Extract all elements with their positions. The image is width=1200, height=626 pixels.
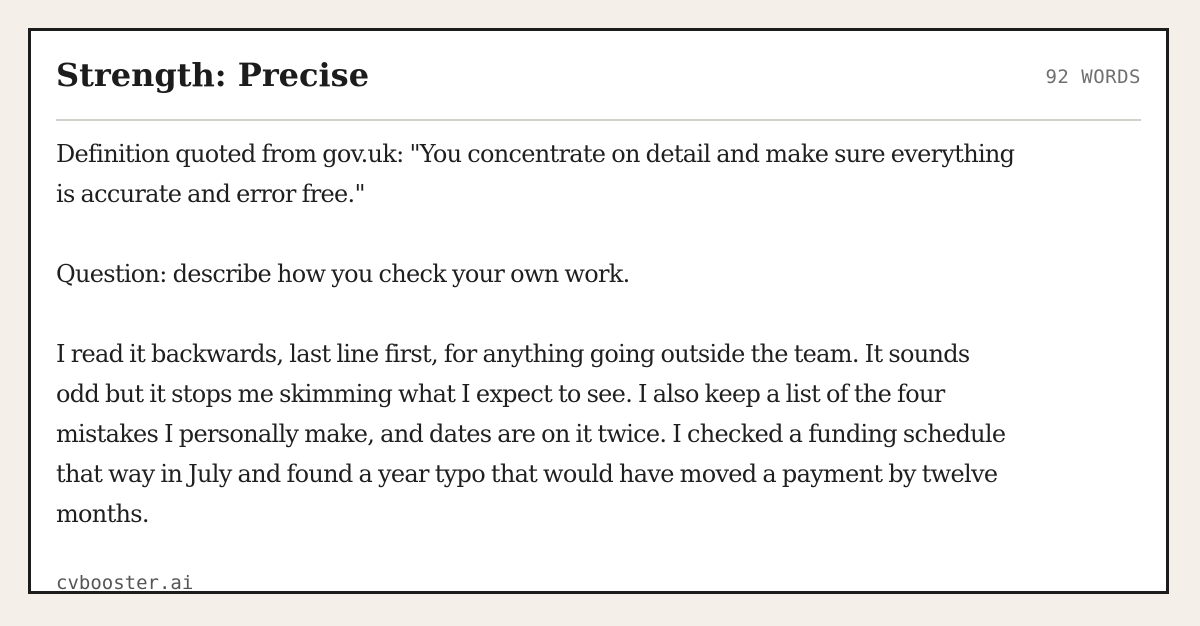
brand-footer: cvbooster.ai	[56, 572, 194, 594]
word-count: 92 WORDS	[1045, 66, 1141, 88]
answer-paragraph: I read it backwards, last line first, for anything going outside the team. It sounds odd but it stops me skimming what I expect to see. I also keep a list of the four mistakes I personally make, and dates are on it twice. I checked a funding schedule that way in July and found a year typo that would have moved a payment by twelve months.	[56, 340, 1006, 528]
question-paragraph: Question: describe how you check your own work.	[56, 260, 630, 288]
definition-paragraph: Definition quoted from gov.uk: "You concentrate on detail and make sure everything is accurate and error free."	[56, 140, 1015, 208]
card-title: Strength: Precise	[56, 56, 370, 94]
card-body	[56, 134, 1016, 534]
strength-card	[28, 28, 1169, 594]
card-header	[56, 55, 1141, 121]
